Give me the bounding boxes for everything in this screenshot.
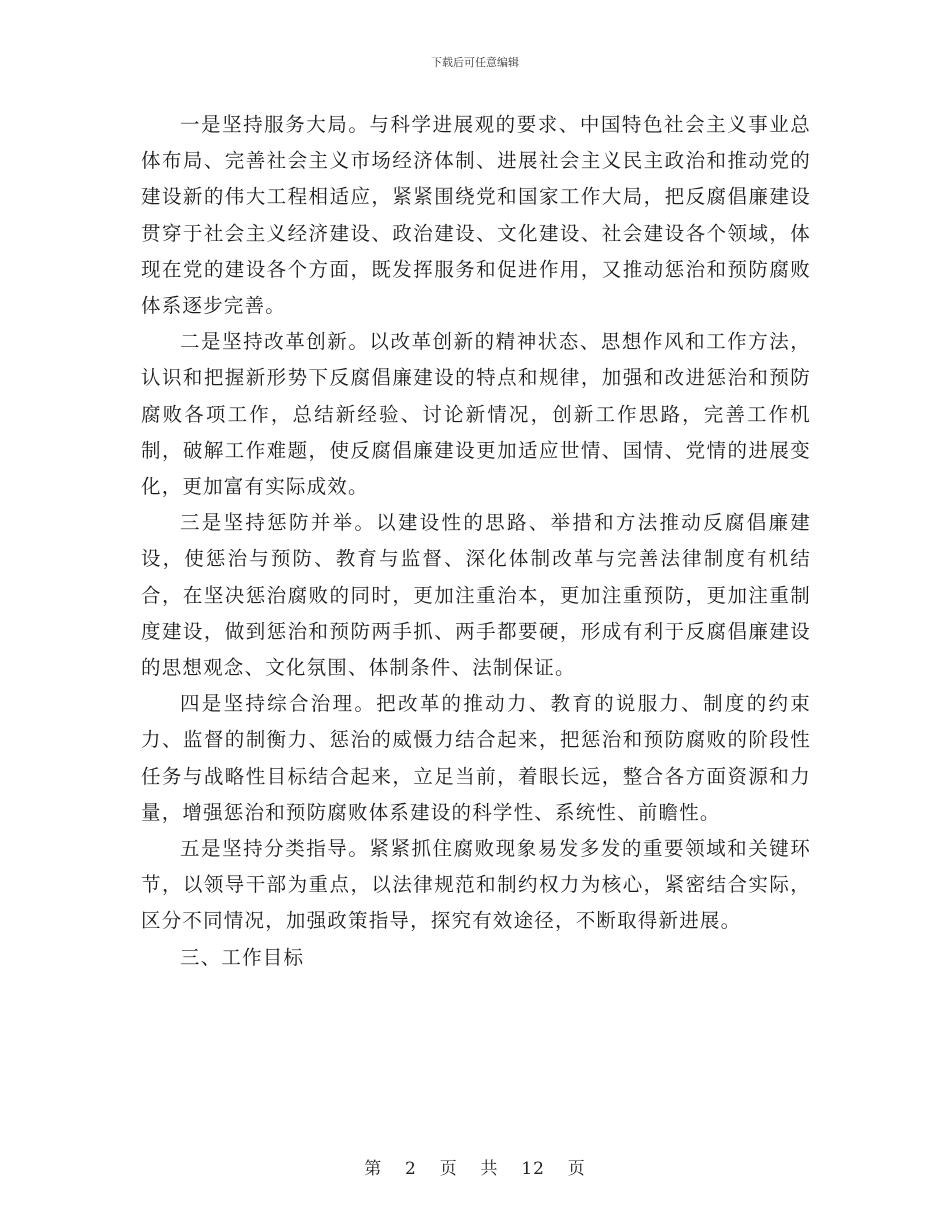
footer-total-pages: 12: [521, 1159, 545, 1179]
footer-current-page: 2: [405, 1159, 417, 1179]
paragraph-2: 二是坚持改革创新。以改革创新的精神状态、思想作风和工作方法，认识和把握新形势下反腐倡廉建设的特点和规律，加强和改进惩治和预防腐败各项工作，总结新经验、讨论新情况，创新工作思路，完善工作机制，破解工作难题，使反腐倡廉建设更加适应世情、国情、党情的进展变化，更加富有实际成效。: [141, 330, 811, 499]
paragraph-1: 一是坚持服务大局。与科学进展观的要求、中国特色社会主义事业总体布局、完善社会主义市场经济体制、进展社会主义民主政治和推动党的建设新的伟大工程相适应，紧紧围绕党和国家工作大局，把反腐倡廉建设贯穿于社会主义经济建设、政治建设、文化建设、社会建设各个领域，体现在党的建设各个方面，既发挥服务和促进作用，又推动惩治和预防腐败体系逐步完善。: [141, 113, 811, 318]
footer-prefix: 第: [364, 1159, 383, 1179]
page-header: 下载后可任意编辑: [431, 56, 519, 69]
footer-total-word: 共: [480, 1159, 499, 1179]
document-body: [141, 107, 811, 976]
footer-page-word: 页: [439, 1159, 458, 1179]
page-footer: [0, 1154, 950, 1179]
paragraph-3: 三是坚持惩防并举。以建设性的思路、举措和方法推动反腐倡廉建设，使惩治与预防、教育与监督、深化体制改革与完善法律制度有机结合，在坚决惩治腐败的同时，更加注重治本，更加注重预防，更加注重制度建设，做到惩治和预防两手抓、两手都要硬，形成有利于反腐倡廉建设的思想观念、文化氛围、体制条件、法制保证。: [141, 511, 811, 680]
footer-suffix: 页: [567, 1159, 586, 1179]
section-heading: 三、工作目标: [180, 945, 305, 969]
paragraph-4: 四是坚持综合治理。把改革的推动力、教育的说服力、制度的约束力、监督的制衡力、惩治的威慑力结合起来，把惩治和预防腐败的阶段性任务与战略性目标结合起来，立足当前，着眼长远，整合各方面资源和力量，增强惩治和预防腐败体系建设的科学性、系统性、前瞻性。: [141, 692, 811, 824]
paragraph-5: 五是坚持分类指导。紧紧抓住腐败现象易发多发的重要领域和关键环节，以领导干部为重点，以法律规范和制约权力为核心，紧密结合实际，区分不同情况，加强政策指导，探究有效途径，不断取得新进展。: [141, 837, 811, 933]
